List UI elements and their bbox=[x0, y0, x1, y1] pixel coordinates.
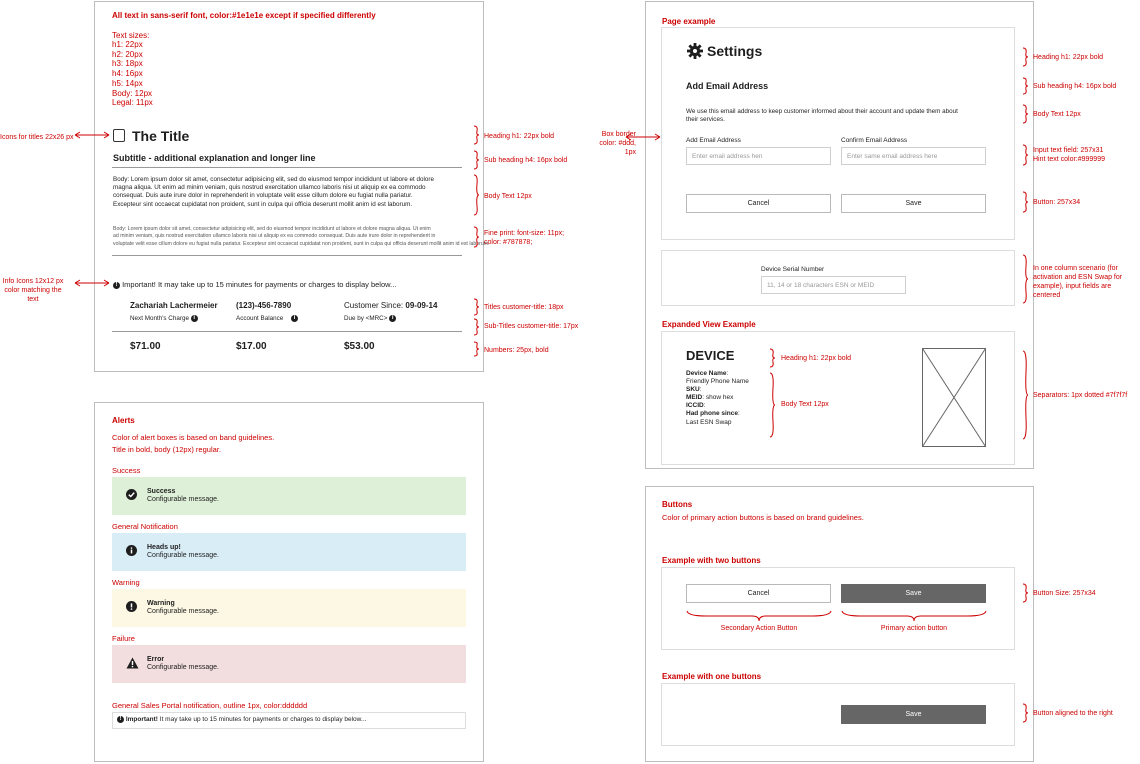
single-save-button[interactable]: Save bbox=[841, 705, 986, 724]
info-icon[interactable]: i bbox=[191, 315, 198, 322]
confirm-email-input[interactable]: Enter same email address here bbox=[841, 147, 986, 165]
ann-line: In one column scenario (for bbox=[1033, 265, 1118, 272]
annotation-page-body: Body Text 12px bbox=[1033, 111, 1081, 118]
annotation-separators: Separators: 1px dotted #7f7f7f bbox=[1033, 392, 1128, 399]
arrow-icon bbox=[74, 131, 110, 139]
info-circle-icon bbox=[126, 545, 137, 556]
settings-body-line: their services. bbox=[686, 116, 725, 123]
section-info: General Notification bbox=[112, 522, 178, 531]
detail-row bbox=[686, 419, 749, 427]
annotation-one-column bbox=[1033, 264, 1122, 300]
buttons-title: Buttons bbox=[662, 500, 693, 509]
alert-success-message: Configurable message. bbox=[147, 496, 219, 503]
ann-line: example), input fields are bbox=[1033, 283, 1112, 290]
brace-icon bbox=[1021, 254, 1029, 304]
alert-info bbox=[112, 533, 466, 571]
email-input[interactable]: Enter email address hen bbox=[686, 147, 831, 165]
alert-failure-title: Error bbox=[147, 656, 165, 663]
device-heading: DEVICE bbox=[686, 348, 735, 363]
section-failure: Failure bbox=[112, 634, 135, 643]
size-legal: Legal: 11px bbox=[112, 98, 153, 108]
brace-icon bbox=[472, 318, 480, 336]
brace-icon bbox=[472, 226, 480, 248]
detail-value: Friendly Phone Name bbox=[686, 378, 749, 386]
confirm-label: Confirm Email Address bbox=[841, 137, 908, 144]
alert-warning-message: Configurable message. bbox=[147, 608, 219, 615]
ann-line: Info Icons 12x12 px bbox=[2, 278, 64, 285]
brace-icon bbox=[472, 174, 480, 216]
size-h5: h5: 14px bbox=[112, 78, 143, 88]
brace-icon bbox=[472, 341, 480, 357]
sub-balance-label: Account Balance bbox=[236, 315, 284, 323]
gear-icon bbox=[687, 43, 703, 59]
detail-row bbox=[686, 370, 749, 378]
detail-row bbox=[686, 378, 749, 386]
brace-icon bbox=[1021, 703, 1029, 723]
curly-brace-icon bbox=[841, 610, 987, 622]
buttons-desc: Color of primary action buttons is based on brand guidelines. bbox=[662, 513, 864, 522]
alert-warning bbox=[112, 589, 466, 627]
body-line: magna aliqua. Ut enim ad minim veniam, quis nostrud exercitation ullamco laboris nisi ut aliquip ex ea commodo bbox=[113, 184, 426, 192]
important-line bbox=[113, 280, 396, 289]
ann-line: centered bbox=[1033, 292, 1061, 299]
portal-label: General Sales Portal notification, outline 1px, color:dddddd bbox=[112, 701, 308, 710]
detail-label: SKU bbox=[686, 386, 700, 394]
primary-caption: Primary action button bbox=[880, 625, 948, 632]
detail-value: Last ESN Swap bbox=[686, 418, 732, 426]
annotation-info-icons bbox=[0, 277, 66, 304]
brace-icon bbox=[1021, 144, 1029, 166]
fine-line: ad minim veniam, quis nostrud exercitation ullamco laboris nisi ut aliquip ex ea commodo consequat. Duis aute irure dolor in reprehenderit in bbox=[113, 233, 436, 240]
annotation-subtitles: Sub-Titles customer-title: 17px bbox=[484, 323, 579, 330]
ann-line: color matching the text bbox=[4, 287, 62, 303]
alerts-title: Alerts bbox=[112, 416, 135, 425]
detail-row bbox=[686, 402, 749, 410]
annotation-numbers: Numbers: 25px, bold bbox=[484, 347, 549, 354]
secondary-cancel-button[interactable]: Cancel bbox=[686, 584, 831, 603]
brace-icon bbox=[1021, 350, 1029, 440]
detail-row bbox=[686, 410, 749, 418]
secondary-caption: Secondary Action Button bbox=[720, 625, 798, 632]
portal-bold: Important! bbox=[125, 716, 158, 724]
detail-label: ICCID bbox=[686, 402, 704, 410]
detail-row bbox=[686, 394, 749, 402]
detail-label: MEID bbox=[686, 394, 703, 402]
checkbox-icon bbox=[113, 129, 125, 142]
alert-info-message: Configurable message. bbox=[147, 552, 219, 559]
info-icon: ! bbox=[117, 716, 124, 723]
arrow-icon bbox=[625, 133, 661, 141]
customer-since bbox=[344, 301, 437, 310]
ann-line: color: #787878; bbox=[484, 239, 533, 246]
brace-icon bbox=[472, 298, 480, 316]
two-buttons-label: Example with two buttons bbox=[662, 556, 761, 565]
exclamation-circle-icon bbox=[126, 601, 137, 612]
info-icon[interactable]: i bbox=[291, 315, 298, 322]
annotation-page-h1: Heading h1: 22px bold bbox=[1033, 54, 1104, 61]
curly-brace-icon bbox=[686, 610, 832, 622]
annotation-page-h4: Sub heading h4: 16px bold bbox=[1033, 83, 1117, 90]
brace-icon bbox=[1021, 77, 1029, 95]
annotation-button: Button: 257x34 bbox=[1033, 199, 1081, 206]
number-balance: $17.00 bbox=[236, 341, 267, 352]
detail-value: : bbox=[699, 386, 702, 394]
settings-subheading: Add Email Address bbox=[686, 81, 769, 91]
brace-icon bbox=[1021, 191, 1029, 213]
annotation-h1: Heading h1: 22px bold bbox=[484, 133, 555, 140]
annotation-button-aligned: Button aligned to the right bbox=[1033, 710, 1113, 717]
brace-icon bbox=[472, 150, 480, 170]
primary-save-button[interactable]: Save bbox=[841, 584, 986, 603]
annotation-body: Body Text 12px bbox=[484, 193, 532, 200]
arrow-icon bbox=[74, 279, 110, 287]
detail-value: : bbox=[726, 370, 729, 377]
annotation-device-h1: Heading h1: 22px bold bbox=[781, 355, 852, 362]
brace-icon bbox=[472, 125, 480, 145]
size-h2: h2: 20px bbox=[112, 49, 143, 59]
page-title: The Title bbox=[132, 128, 190, 144]
detail-label: Had phone since bbox=[686, 410, 739, 418]
brace-icon bbox=[1021, 47, 1029, 67]
expanded-title: Expanded View Example bbox=[662, 320, 756, 329]
brace-icon bbox=[1021, 104, 1029, 124]
detail-value: : bbox=[703, 402, 706, 410]
fine-print bbox=[113, 226, 490, 248]
ann-line: Box border bbox=[601, 131, 636, 138]
detail-label: Device Name bbox=[686, 370, 727, 377]
annotation-titles: Titles customer-title: 18px bbox=[484, 304, 564, 311]
ann-line: Hint text color:#999999 bbox=[1033, 156, 1105, 163]
number-charge: $71.00 bbox=[130, 341, 161, 352]
email-label: Add Email Address bbox=[686, 137, 741, 144]
body-line: Body: Lorem ipsum dolor sit amet, consectetur adipisicing elit, sed do eiusmod tempor incididunt ut labore et dolore bbox=[113, 176, 434, 183]
annotation-input bbox=[1033, 146, 1105, 164]
info-icon: ! bbox=[113, 282, 120, 289]
device-details bbox=[686, 370, 749, 427]
annotation-h4: Sub heading h4: 16px bold bbox=[484, 157, 568, 164]
brace-icon bbox=[1021, 583, 1029, 603]
ann-line: activation and ESN Swap for bbox=[1033, 274, 1123, 281]
size-h1: h1: 22px bbox=[112, 40, 143, 49]
alert-info-title: Heads up! bbox=[147, 544, 181, 551]
text-sizes-list bbox=[112, 40, 153, 108]
fine-line: voluptate velit esse cillum dolore eu fugiat nulla pariatur. Excepteur sint occaecat cupidatat non proident, sunt in culpa qui officia deserunt mollit anim id est laborum. bbox=[113, 240, 490, 247]
important-text: Important! It may take up to 15 minutes for payments or charges to display below... bbox=[122, 280, 397, 289]
detail-row bbox=[686, 386, 749, 394]
one-button-label: Example with one buttons bbox=[662, 672, 762, 681]
ann-line: Fine print: font-size: 11px; bbox=[484, 230, 565, 237]
warning-triangle-icon bbox=[126, 657, 139, 669]
annotation-icons-titles: Icons for titles 22x26 px bbox=[0, 134, 74, 141]
size-h3: h3: 18px bbox=[112, 59, 143, 69]
alerts-desc-1: Color of alert boxes is based on band guidelines. bbox=[112, 433, 275, 442]
ann-line: color: #ddd, 1px bbox=[599, 140, 636, 156]
annotation-fine bbox=[484, 229, 564, 247]
sub-balance bbox=[236, 315, 298, 322]
brace-icon bbox=[768, 348, 776, 368]
alert-failure-message: Configurable message. bbox=[147, 664, 219, 671]
annotation-device-body: Body Text 12px bbox=[781, 401, 829, 408]
ann-line: Input text field: 257x31 bbox=[1033, 147, 1104, 154]
customer-phone: (123)-456-7890 bbox=[236, 301, 292, 310]
alerts-desc-2: Title in bold, body (12px) regular. bbox=[112, 445, 221, 454]
number-due: $53.00 bbox=[344, 341, 375, 352]
image-placeholder bbox=[922, 348, 986, 447]
body-line: consequat. Duis aute irure dolor in reprehenderit in voluptate velit esse cillum dolore eu fugiat nulla pariatur. bbox=[113, 192, 413, 200]
two-buttons-box bbox=[661, 567, 1015, 650]
annotation-button-size: Button Size: 257x34 bbox=[1033, 590, 1096, 597]
alert-success bbox=[112, 477, 466, 515]
detail-value: : show hex bbox=[702, 394, 734, 402]
settings-body bbox=[686, 108, 958, 124]
since-label: Customer Since: bbox=[344, 301, 404, 310]
cancel-button[interactable]: Cancel bbox=[686, 194, 831, 213]
text-sizes-label: Text sizes: bbox=[112, 31, 150, 40]
portal-notification bbox=[112, 712, 466, 729]
info-icon[interactable]: i bbox=[389, 315, 396, 322]
customer-name: Zachariah Lachermeier bbox=[130, 301, 218, 310]
since-value: 09-09-14 bbox=[405, 301, 438, 310]
alert-success-title: Success bbox=[147, 488, 176, 495]
size-h4: h4: 16px bbox=[112, 69, 143, 79]
alert-warning-title: Warning bbox=[147, 600, 175, 607]
serial-input[interactable]: 11, 14 or 18 characters ESN or MEID bbox=[761, 276, 906, 294]
subtitle: Subtitle - additional explanation and longer line bbox=[113, 153, 316, 163]
sub-charge-label: Next Month's Charge bbox=[130, 315, 189, 323]
save-button[interactable]: Save bbox=[841, 194, 986, 213]
sub-due bbox=[344, 315, 396, 322]
sub-charge bbox=[130, 315, 198, 322]
settings-heading: Settings bbox=[707, 43, 763, 59]
check-circle-icon bbox=[126, 489, 137, 500]
brace-icon bbox=[768, 372, 776, 438]
title-divider bbox=[112, 167, 462, 168]
page-example-title: Page example bbox=[662, 17, 716, 26]
body-line: Excepteur sint occaecat cupidatat non proident, sunt in culpa qui officia deserunt mollit anim id est laborum. bbox=[113, 200, 413, 208]
fine-divider bbox=[112, 255, 462, 256]
size-body: Body: 12px bbox=[112, 88, 153, 98]
fine-line: Body: Lorem ipsum dolor sit amet, consectetur adipisicing elit, sed do eiusmod tempor incididunt ut labore et dolore magna aliqua. Ut enim bbox=[113, 226, 431, 232]
detail-value: : bbox=[738, 410, 740, 418]
numbers-divider bbox=[112, 331, 462, 332]
section-success: Success bbox=[112, 466, 141, 475]
alert-failure bbox=[112, 645, 466, 683]
serial-label: Device Serial Number bbox=[761, 266, 825, 273]
body-text bbox=[113, 176, 434, 209]
section-warning: Warning bbox=[112, 578, 140, 587]
settings-body-line: We use this email address to keep customer informed about their account and update them about bbox=[686, 108, 958, 115]
sub-due-label: Due by <MRC> bbox=[344, 315, 388, 323]
typography-note: All text in sans-serif font, color:#1e1e1e except if specified differently bbox=[112, 11, 376, 20]
portal-text: It may take up to 15 minutes for payments or charges to display below... bbox=[159, 716, 367, 724]
